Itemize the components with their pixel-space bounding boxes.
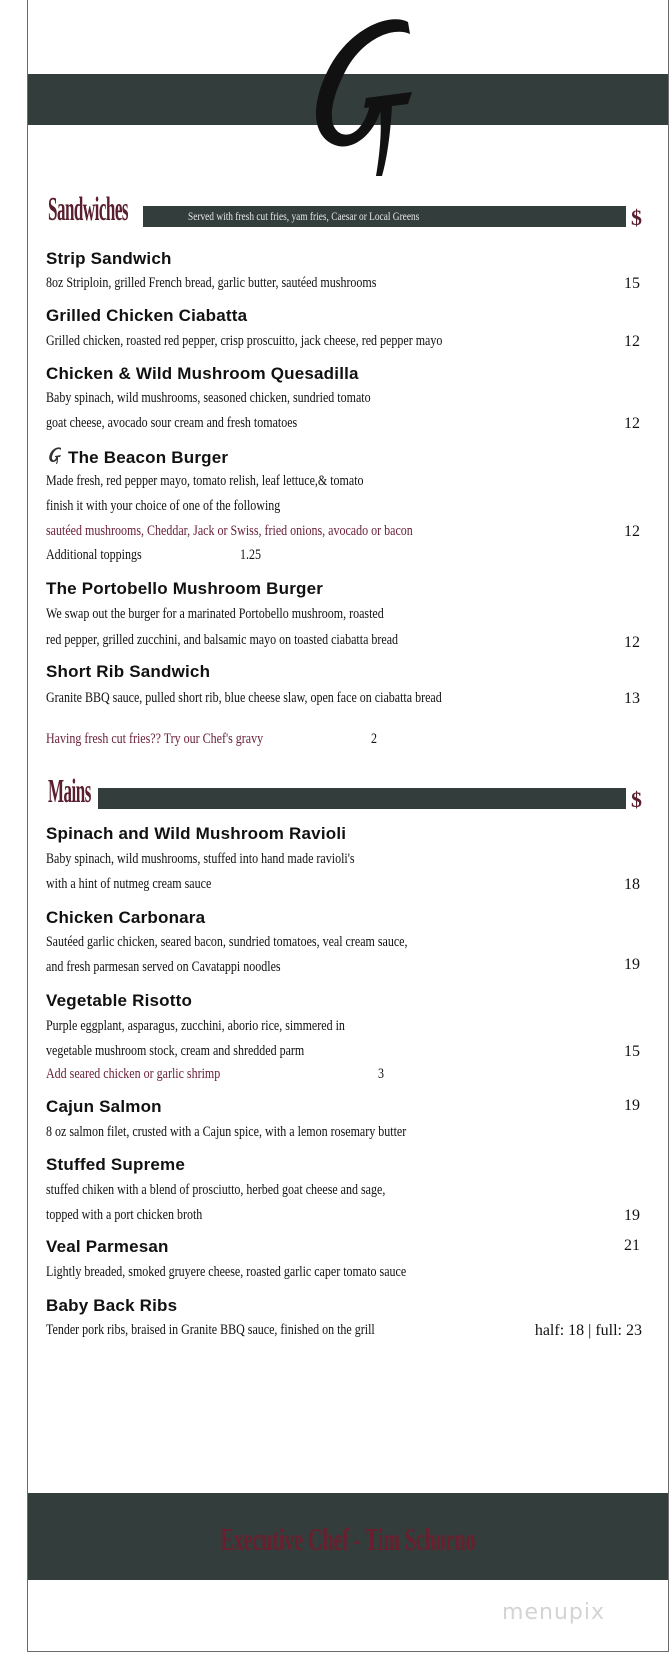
item-options: sautéed mushrooms, Cheddar, Jack or Swiss, fried onions, avocado or bacon xyxy=(46,523,413,539)
item-description: Tender pork ribs, braised in Granite BBQ sauce, finished on the grill xyxy=(46,1322,375,1338)
sandwiches-header xyxy=(48,193,668,233)
item-addon: Add seared chicken or garlic shrimp xyxy=(46,1066,221,1082)
item-description: 8oz Striploin, grilled French bread, garlic butter, sautéed mushrooms xyxy=(46,275,377,291)
item-description: vegetable mushroom stock, cream and shredded parm xyxy=(46,1043,305,1059)
item-price: 12 xyxy=(624,634,640,651)
item-price: 21 xyxy=(624,1237,640,1254)
item-description: Sautéed garlic chicken, seared bacon, sundried tomatoes, veal cream sauce, xyxy=(46,934,408,950)
item-name: Vegetable Risotto xyxy=(46,991,193,1010)
item-price: 12 xyxy=(624,333,640,350)
sandwiches-bar xyxy=(143,206,626,227)
item-name: The Beacon Burger xyxy=(68,448,229,467)
item-name: Short Rib Sandwich xyxy=(46,662,211,681)
gravy-note: Having fresh cut fries?? Try our Chef's gravy xyxy=(46,731,264,747)
footer-band xyxy=(28,1493,668,1580)
item-description: Grilled chicken, roasted red pepper, crisp proscuitto, jack cheese, red pepper mayo xyxy=(46,333,443,349)
item-description: Baby spinach, wild mushrooms, seasoned chicken, sundried tomato xyxy=(46,390,371,406)
item-description: We swap out the burger for a marinated Portobello mushroom, roasted xyxy=(46,606,384,622)
item-description: red pepper, grilled zucchini, and balsamic mayo on toasted ciabatta bread xyxy=(46,632,399,648)
item-name: Veal Parmesan xyxy=(46,1237,169,1256)
mains-header xyxy=(48,775,668,815)
item-price: half: 18 | full: 23 xyxy=(534,1322,642,1339)
item-name-signature xyxy=(46,445,228,468)
mains-bar xyxy=(98,788,626,809)
item-addon: Additional toppings xyxy=(46,547,142,563)
sandwiches-currency: $ xyxy=(631,205,642,230)
item-name: Grilled Chicken Ciabatta xyxy=(46,306,248,325)
item-name: Cajun Salmon xyxy=(46,1097,162,1116)
item-price: 18 xyxy=(624,876,640,893)
mains-currency: $ xyxy=(631,787,642,812)
item-description: and fresh parmesan served on Cavatappi noodles xyxy=(46,959,281,975)
sandwiches-title: Sandwiches xyxy=(48,191,129,228)
mains-title: Mains xyxy=(48,773,91,810)
item-price: 19 xyxy=(624,956,640,973)
item-description: Purple eggplant, asparagus, zucchini, aborio rice, simmered in xyxy=(46,1018,345,1034)
item-description: topped with a port chicken broth xyxy=(46,1207,203,1223)
menu-page xyxy=(27,0,669,1652)
item-description: 8 oz salmon filet, crusted with a Cajun spice, with a lemon rosemary butter xyxy=(46,1124,407,1140)
item-description: with a hint of nutmeg cream sauce xyxy=(46,876,212,892)
item-description: stuffed chiken with a blend of prosciutto, herbed goat cheese and sage, xyxy=(46,1182,386,1198)
item-name: Baby Back Ribs xyxy=(46,1296,178,1315)
item-price: 15 xyxy=(624,1043,640,1060)
watermark: menupix xyxy=(502,1600,605,1625)
item-name: Stuffed Supreme xyxy=(46,1155,186,1174)
item-price: 19 xyxy=(624,1097,640,1114)
item-name: Strip Sandwich xyxy=(46,249,172,268)
item-description: Baby spinach, wild mushrooms, stuffed into hand made ravioli's xyxy=(46,851,355,867)
addon-price: 3 xyxy=(378,1066,384,1082)
item-name: Chicken Carbonara xyxy=(46,908,206,927)
item-price: 12 xyxy=(624,523,640,540)
item-name: The Portobello Mushroom Burger xyxy=(46,579,324,598)
signature-g-icon xyxy=(46,445,66,465)
item-description: finish it with your choice of one of the following xyxy=(46,498,281,514)
item-description: Made fresh, red pepper mayo, tomato relish, leaf lettuce,& tomato xyxy=(46,473,364,489)
item-name: Chicken & Wild Mushroom Quesadilla xyxy=(46,364,359,383)
g-logo-icon xyxy=(296,0,446,190)
item-price: 19 xyxy=(624,1207,640,1224)
item-price: 15 xyxy=(624,275,640,292)
item-name: Spinach and Wild Mushroom Ravioli xyxy=(46,824,347,843)
executive-chef: Executive Chef - Tim Schorno xyxy=(220,1521,476,1557)
item-description: Lightly breaded, smoked gruyere cheese, roasted garlic caper tomato sauce xyxy=(46,1264,407,1280)
addon-price: 1.25 xyxy=(240,547,261,563)
sandwiches-subtitle: Served with fresh cut fries, yam fries, Caesar or Local Greens xyxy=(188,209,420,223)
item-price: 12 xyxy=(624,415,640,432)
item-description: Granite BBQ sauce, pulled short rib, blue cheese slaw, open face on ciabatta bread xyxy=(46,690,442,706)
item-description: goat cheese, avocado sour cream and fresh tomatoes xyxy=(46,415,298,431)
gravy-price: 2 xyxy=(371,731,377,747)
item-price: 13 xyxy=(624,690,640,707)
